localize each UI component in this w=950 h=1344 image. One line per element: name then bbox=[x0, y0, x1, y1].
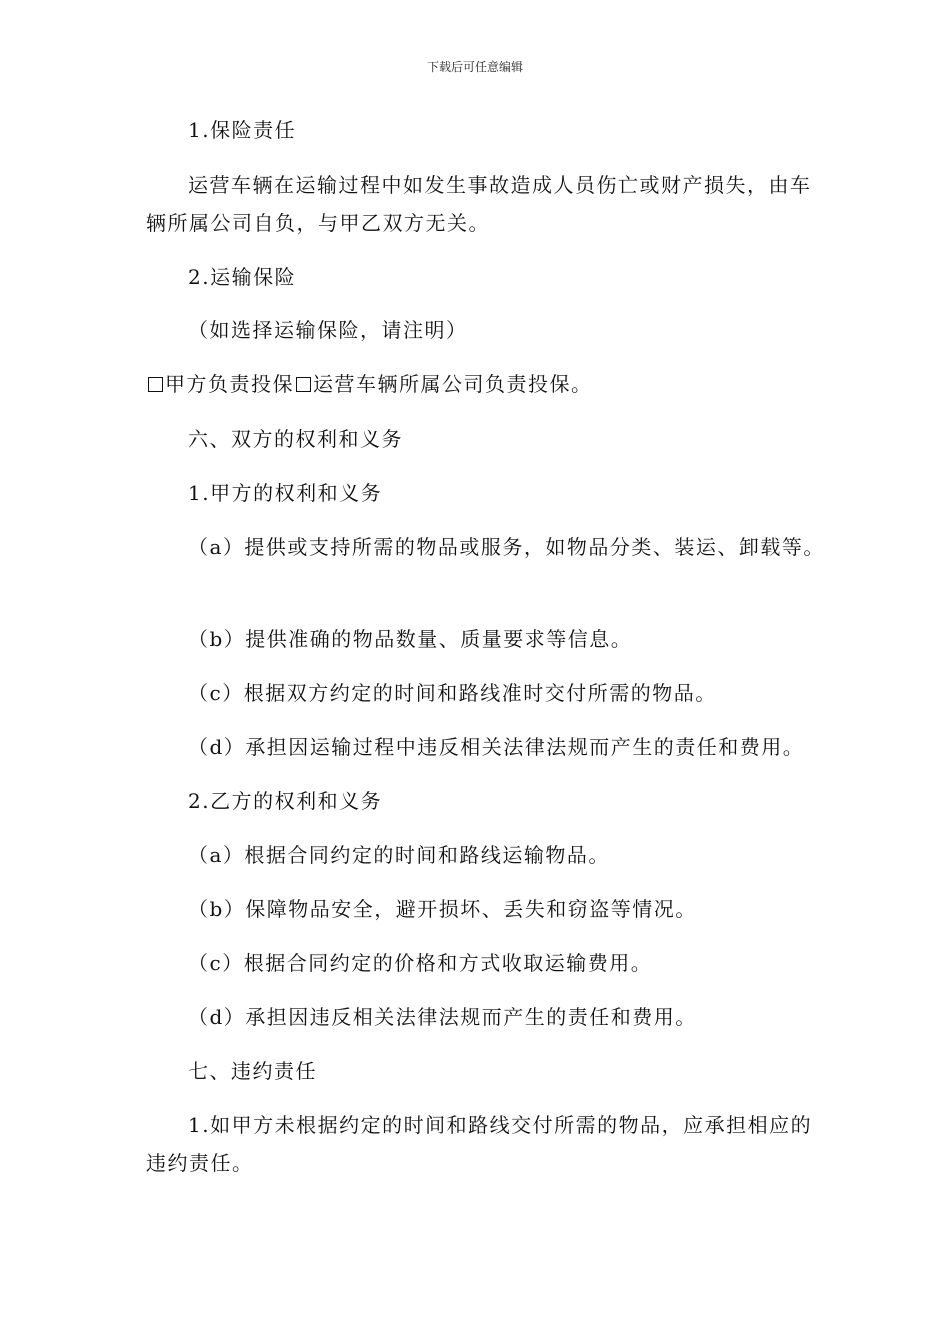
option-vehicle-company-insures-label: 运营车辆所属公司负责投保。 bbox=[313, 372, 593, 396]
party-a-item-d: （d）承担因运输过程中违反相关法律法规而产生的责任和费用。 bbox=[188, 735, 805, 759]
party-a-item-c: （c）根据双方约定的时间和路线准时交付所需的物品。 bbox=[188, 681, 717, 705]
party-a-rights-heading: 1.甲方的权利和义务 bbox=[188, 481, 383, 505]
section-seven-heading: 七、违约责任 bbox=[188, 1059, 317, 1083]
party-b-item-c: （c）根据合同约定的价格和方式收取运输费用。 bbox=[188, 951, 653, 975]
party-b-rights-heading: 2.乙方的权利和义务 bbox=[188, 789, 383, 813]
page-header: 下载后可任意编辑 bbox=[426, 60, 523, 74]
paragraph-insurance-options bbox=[146, 365, 826, 403]
party-b-item-a: （a）根据合同约定的时间和路线运输物品。 bbox=[188, 843, 610, 867]
paragraph-transport-insurance-note: （如选择运输保险，请注明） bbox=[188, 318, 468, 342]
paragraph-transport-insurance-heading: 2.运输保险 bbox=[188, 265, 297, 289]
option-party-a-insures-label: 甲方负责投保 bbox=[165, 372, 294, 396]
section-six-heading: 六、双方的权利和义务 bbox=[188, 427, 403, 451]
paragraph-insurance-liability-text: 运营车辆在运输过程中如发生事故造成人员伤亡或财产损失，由车辆所属公司自负，与甲乙双方无关。 bbox=[146, 173, 812, 235]
checkbox-vehicle-company-insures[interactable] bbox=[296, 377, 311, 392]
breach-item-1: 1.如甲方未根据约定的时间和路线交付所需的物品，应承担相应的违约责任。 bbox=[146, 1113, 813, 1175]
party-b-item-d: （d）承担因违反相关法律法规而产生的责任和费用。 bbox=[188, 1005, 697, 1029]
party-a-item-a: （a）提供或支持所需的物品或服务，如物品分类、装运、卸载等。 bbox=[188, 535, 825, 559]
checkbox-party-a-insures[interactable] bbox=[148, 377, 163, 392]
party-b-item-b: （b）保障物品安全，避开损坏、丢失和窃盗等情况。 bbox=[188, 897, 697, 921]
party-a-item-b: （b）提供准确的物品数量、质量要求等信息。 bbox=[188, 627, 633, 651]
paragraph-insurance-liability-heading: 1.保险责任 bbox=[188, 118, 297, 142]
